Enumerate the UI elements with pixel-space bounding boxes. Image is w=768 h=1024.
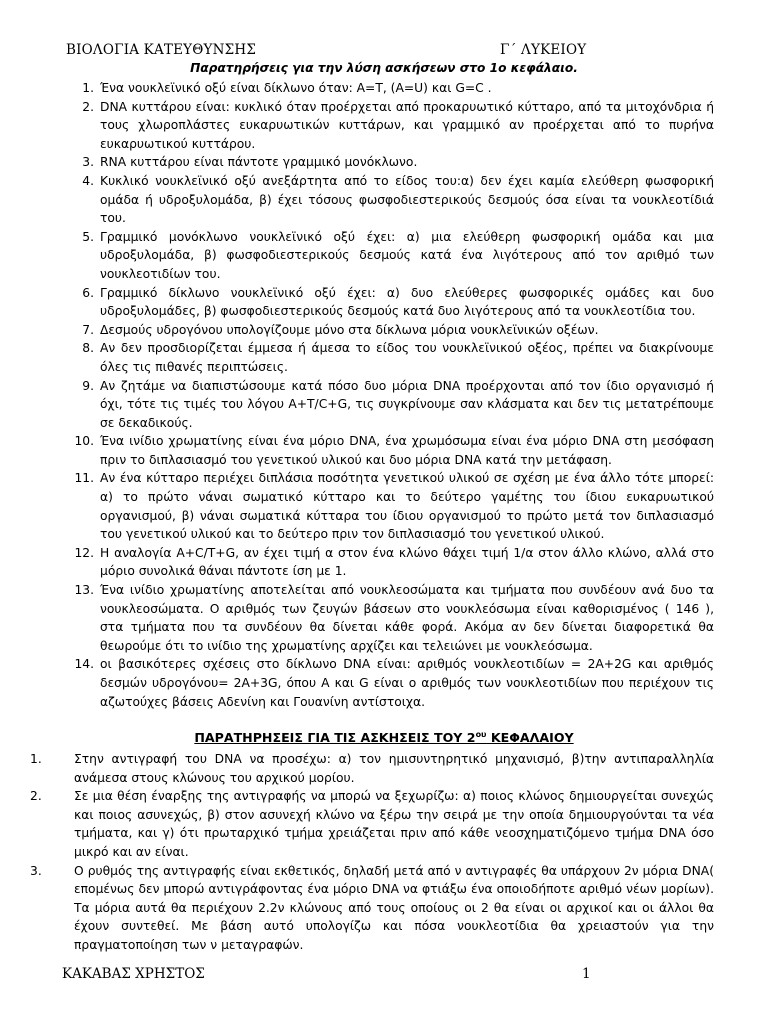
list-item-text: Ένα ινίδιο χρωματίνης είναι ένα μόριο DNA, ένα χρωμόσωμα είναι ένα μόριο DNA στη μεσόφαση πριν το διπλασιασμό του γενετικού υλικού και δυο μόρια DNA κατά την μετάφαση. (100, 434, 714, 467)
header-subject: ΒΙΟΛΟΓΙΑ ΚΑΤΕΥΘΥΝΣΗΣ (66, 42, 257, 58)
list-item-text: RNA κυττάρου είναι πάντοτε γραμμικό μονόκλωνο. (100, 155, 418, 170)
list-item-text: Στην αντιγραφή του DNA να προσέχω: α) τον ημισυντηρητικό μηχανισμό, β)την αντιπαραλληλία ανάμεσα στους κλώνους του αρχικού μορίου. (74, 752, 714, 785)
list-item-number: 12. (74, 545, 94, 560)
list-item-number: 2. (82, 99, 94, 114)
list-item-number: 7. (82, 322, 94, 337)
list-item (74, 469, 714, 543)
list-item (30, 750, 714, 787)
list-item-text: Δεσμούς υδρογόνου υπολογίζουμε μόνο στα δίκλωνα μόρια νουκλεϊνικών οξέων. (100, 322, 599, 337)
list-item (74, 339, 714, 376)
list-item-number: 3. (30, 863, 42, 878)
list-item (74, 432, 714, 469)
section2-title-sup: ου (475, 730, 487, 739)
list-item-number: 4. (82, 173, 94, 188)
list-item-number: 10. (74, 434, 94, 449)
list-item-number: 5. (82, 229, 94, 244)
list-item-text: Αν ένα κύτταρο περιέχει διπλάσια ποσότητα γενετικού υλικού σε σχέση με ένα άλλο τότε μπορεί: α) το πρώτο νάναι σωματικό κύτταρο και το δεύτερο γαμέτης του ίδιου ευκαρυωτικού οργανισμού, β) νάναι σωματικά κύτταρα του ίδιου οργανισμού το πρώτο μετά τον διπλασιασμό του γενετικού υλικού και το δεύτερο πριν τον διπλασιασμό του γενετικού υλικού. (100, 471, 714, 542)
list-item (74, 377, 714, 433)
list-item-number: 6. (82, 285, 94, 300)
list-item (74, 172, 714, 228)
footer-author: ΚΑΚΑΒΑΣ ΧΡΗΣΤΟΣ (62, 966, 205, 982)
list-item-text: Κυκλικό νουκλεϊνικό οξύ ανεξάρτητα από το είδος του:α) δεν έχει καμία ελεύθερη φωσφορική ομάδα ή υδροξυλομάδα, β) έχει τόσους φωσφοδιεστερικούς δεσμούς όσα είναι τα νουκλεοτίδιά του. (100, 173, 714, 226)
list-item-text: Ένα νουκλεϊνικό οξύ είναι δίκλωνο όταν: A=T, (A=U) και G=C . (100, 81, 492, 95)
section2-title-end: ΚΕΦΑΛΑΙΟΥ (486, 730, 574, 746)
list-item-text: Σε μια θέση έναρξης της αντιγραφής να μπορώ να ξεχωρίζω: α) ποιος κλώνος δημιουργείται συνεχώς και ποιος ασυνεχώς, β) στον ασυνεχή κλώνο να ξέρω την σειρά με την οποία δημιουργούνται τα νέα τμήματα, και γ) ότι πρωταρχικό τμήμα χρειάζεται πριν από κάθε νεοσχηματιζόμενο τμήμα DNA όσο μικρό και αν είναι. (74, 789, 714, 859)
page-number: 1 (582, 966, 591, 982)
list-item-number: 8. (82, 341, 94, 356)
list-item (30, 862, 714, 955)
list-item-text: DNA κυττάρου είναι: κυκλικό όταν προέρχεται από προκαρυωτικό κύτταρο, από τα μιτοχόνδρια ή τους χλωροπλάστες ευκαρυωτικών κυττάρων, και γραμμικό αν προέρχεται από το πυρήνα ευκαρυωτικού κυττάρου. (100, 99, 714, 151)
list-item-text: Γραμμικό μονόκλωνο νουκλεϊνικό οξύ έχει: α) μια ελεύθερη φωσφορική ομάδα και μια υδροξυλομάδα, β) φωσφοδιεστερικούς δεσμούς κατά ένα λιγότερους από τον αριθμό των νουκλεοτιδίων του. (100, 229, 714, 281)
list-item-text: Αν ζητάμε να διαπιστώσουμε κατά πόσο δυο μόρια DNA προέρχονται από τον ίδιο οργανισμό ή όχι, τότε τις τιμές του λόγου A+T/C+G, τις συγκρίνουμε σαν κλάσματα και δεν τις μετατρέπουμε σε δεκαδικούς. (100, 378, 714, 430)
list-item-text: Η αναλογία A+C/T+G, αν έχει τιμή α στον ένα κλώνο θάχει τιμή 1/α στον άλλο κλώνο, αλλά στο μόριο συνολικά θάναι πάντοτε ίση με 1. (100, 545, 714, 579)
list-item-text: οι βασικότερες σχέσεις στο δίκλωνο DNA είναι: αριθμός νουκλεοτιδίων = 2A+2G και αριθμός δεσμών υδρογόνου= 2A+3G, όπου A και G είναι ο αριθμός των νουκλεοτιδίων που περιέχουν τις αζωτούχες βάσεις Αδενίνη και Γουανίνη αντίστοιχα. (100, 657, 714, 709)
section2-title (0, 730, 768, 745)
list-item (74, 321, 714, 340)
list-item (74, 79, 714, 98)
section2-list (30, 750, 714, 955)
section1-title: Παρατηρήσεις για την λύση ασκήσεων στο 1ο κεφάλαιο. (190, 61, 578, 75)
list-item-number: 2. (30, 789, 42, 804)
list-item (74, 581, 714, 655)
list-item (30, 787, 714, 861)
list-item (74, 655, 714, 711)
list-item-number: 1. (82, 81, 94, 95)
list-item-number: 13. (74, 583, 94, 598)
list-item-number: 11. (74, 471, 94, 486)
list-item-text: Γραμμικό δίκλωνο νουκλεϊνικό οξύ έχει: α) δυο ελεύθερες φωσφορικές ομάδες και δυο υδροξυλομάδες, β) φωσφοδιεστερικούς δεσμούς κατά δυο λιγότερους από τα νουκλεοτίδια του. (100, 285, 714, 319)
section2-title-main: ΠΑΡΑΤΗΡΗΣΕΙΣ ΓΙΑ ΤΙΣ ΑΣΚΗΣΕΙΣ ΤΟΥ 2 (194, 730, 476, 746)
list-item-text: Ο ρυθμός της αντιγραφής είναι εκθετικός, δηλαδή μετά από ν αντιγραφές θα υπάρχουν 2ν μόρια DNA( επομένως δεν μπορώ αντιγράφοντας ένα μόριο DNA να φτιάξω ένα οποιοδήποτε αριθμό νέων μορίων). Τα μόρια αυτά θα περιέχουν 2.2ν κλώνους από τους οποίους οι 2 θα είναι οι αρχικοί και οι άλλοι θα έχουν συντεθεί. Με βάση αυτό υπολογίζω και πόσα νουκλεοτίδια θα χρειαστούν για την πραγματοποίηση των ν μεταγραφών. (74, 863, 714, 952)
section1-list (74, 79, 714, 711)
header-grade: Γ΄ ΛΥΚΕΙΟΥ (500, 42, 587, 58)
list-item (74, 284, 714, 321)
list-item (74, 228, 714, 284)
list-item-text: Ένα ινίδιο χρωματίνης αποτελείται από νουκλεοσώματα και τμήματα που συνδέουν ανά δυο τα νουκλεοσώματα. Ο αριθμός των ζευγών βάσεων στο νουκλεόσωμα είναι καθορισμένος ( 146 ), στα τμήματα που τα συνδέουν θα δίνεται κάθε φορά. Ακόμα αν δεν δίνεται διαφορετικά θα θεωρούμε ότι το ινίδιο της χρωματίνης αρχίζει και τελειώνει με νουκλεόσωμα. (100, 583, 714, 653)
list-item-text: Αν δεν προσδιορίζεται έμμεσα ή άμεσα το είδος του νουκλεϊνικού οξέος, πρέπει να διακρίνουμε όλες τις πιθανές περιπτώσεις. (100, 341, 714, 374)
list-item (74, 153, 714, 172)
list-item-number: 3. (82, 155, 94, 170)
list-item (74, 544, 714, 581)
list-item-number: 9. (82, 378, 94, 393)
list-item-number: 1. (30, 752, 42, 766)
list-item-number: 14. (74, 657, 94, 672)
list-item (74, 98, 714, 154)
